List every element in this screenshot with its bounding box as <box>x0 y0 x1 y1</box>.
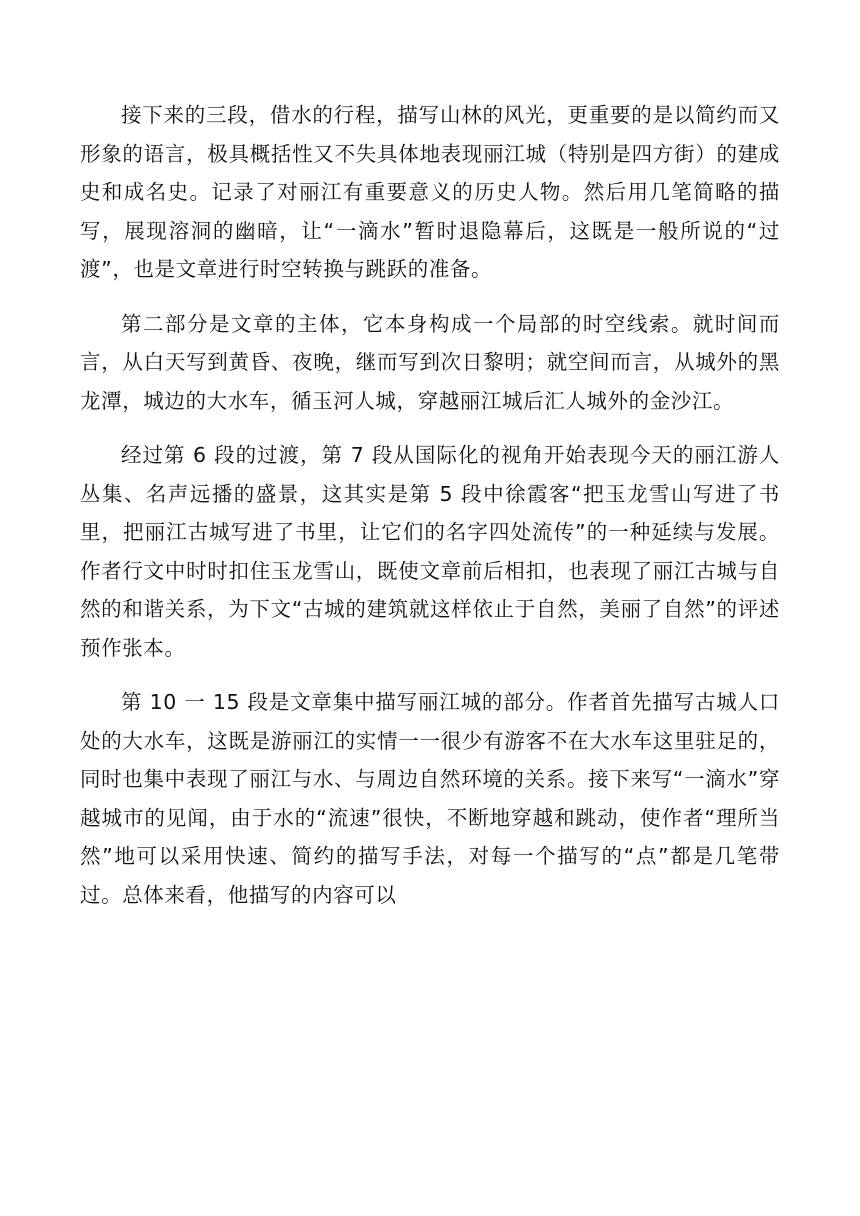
paragraph-4: 第 10 一 15 段是文章集中描写丽江城的部分。作者首先描写古城人口处的大水车，这既是游丽江的实情一一很少有游客不在大水车这里驻足的，同时也集中表现了丽江与水、与周边自然环境的关系。接下来写“一滴水”穿越城市的见闻，由于水的“流速”很快，不断地穿越和跳动，使作者“理所当然”地可以采用快速、简约的描写手法，对每一个描写的“点”都是几笔带过。总体来看，他描写的内容可以 <box>80 690 780 907</box>
document-body <box>80 96 780 930</box>
paragraph-3: 经过第 6 段的过渡，第 7 段从国际化的视角开始表现今天的丽江游人丛集、名声远播的盛景，这其实是第 5 段中徐霞客“把玉龙雪山写进了书里，把丽江古城写进了书里，让它们的名字四处流传”的一种延续与发展。作者行文中时时扣住玉龙雪山，既使文章前后相扣，也表现了丽江古城与自然的和谐关系，为下文“古城的建筑就这样依止于自然，美丽了自然”的评述预作张本。 <box>80 443 780 660</box>
paragraph-1: 接下来的三段，借水的行程，描写山林的风光，更重要的是以简约而又形象的语言，极具概括性又不失具体地表现丽江城（特别是四方街）的建成史和成名史。记录了对丽江有重要意义的历史人物。然后用几笔简略的描写，展现溶洞的幽暗，让“一滴水”暂时退隐幕后，这既是一般所说的“过渡”，也是文章进行时空转换与跳跃的准备。 <box>80 103 780 281</box>
paragraph-2: 第二部分是文章的主体，它本身构成一个局部的时空线索。就时间而言，从白天写到黄昏、夜晚，继而写到次日黎明；就空间而言，从城外的黑龙潭，城边的大水车，循玉河人城，穿越丽江城后汇人城外的金沙江。 <box>80 311 780 413</box>
